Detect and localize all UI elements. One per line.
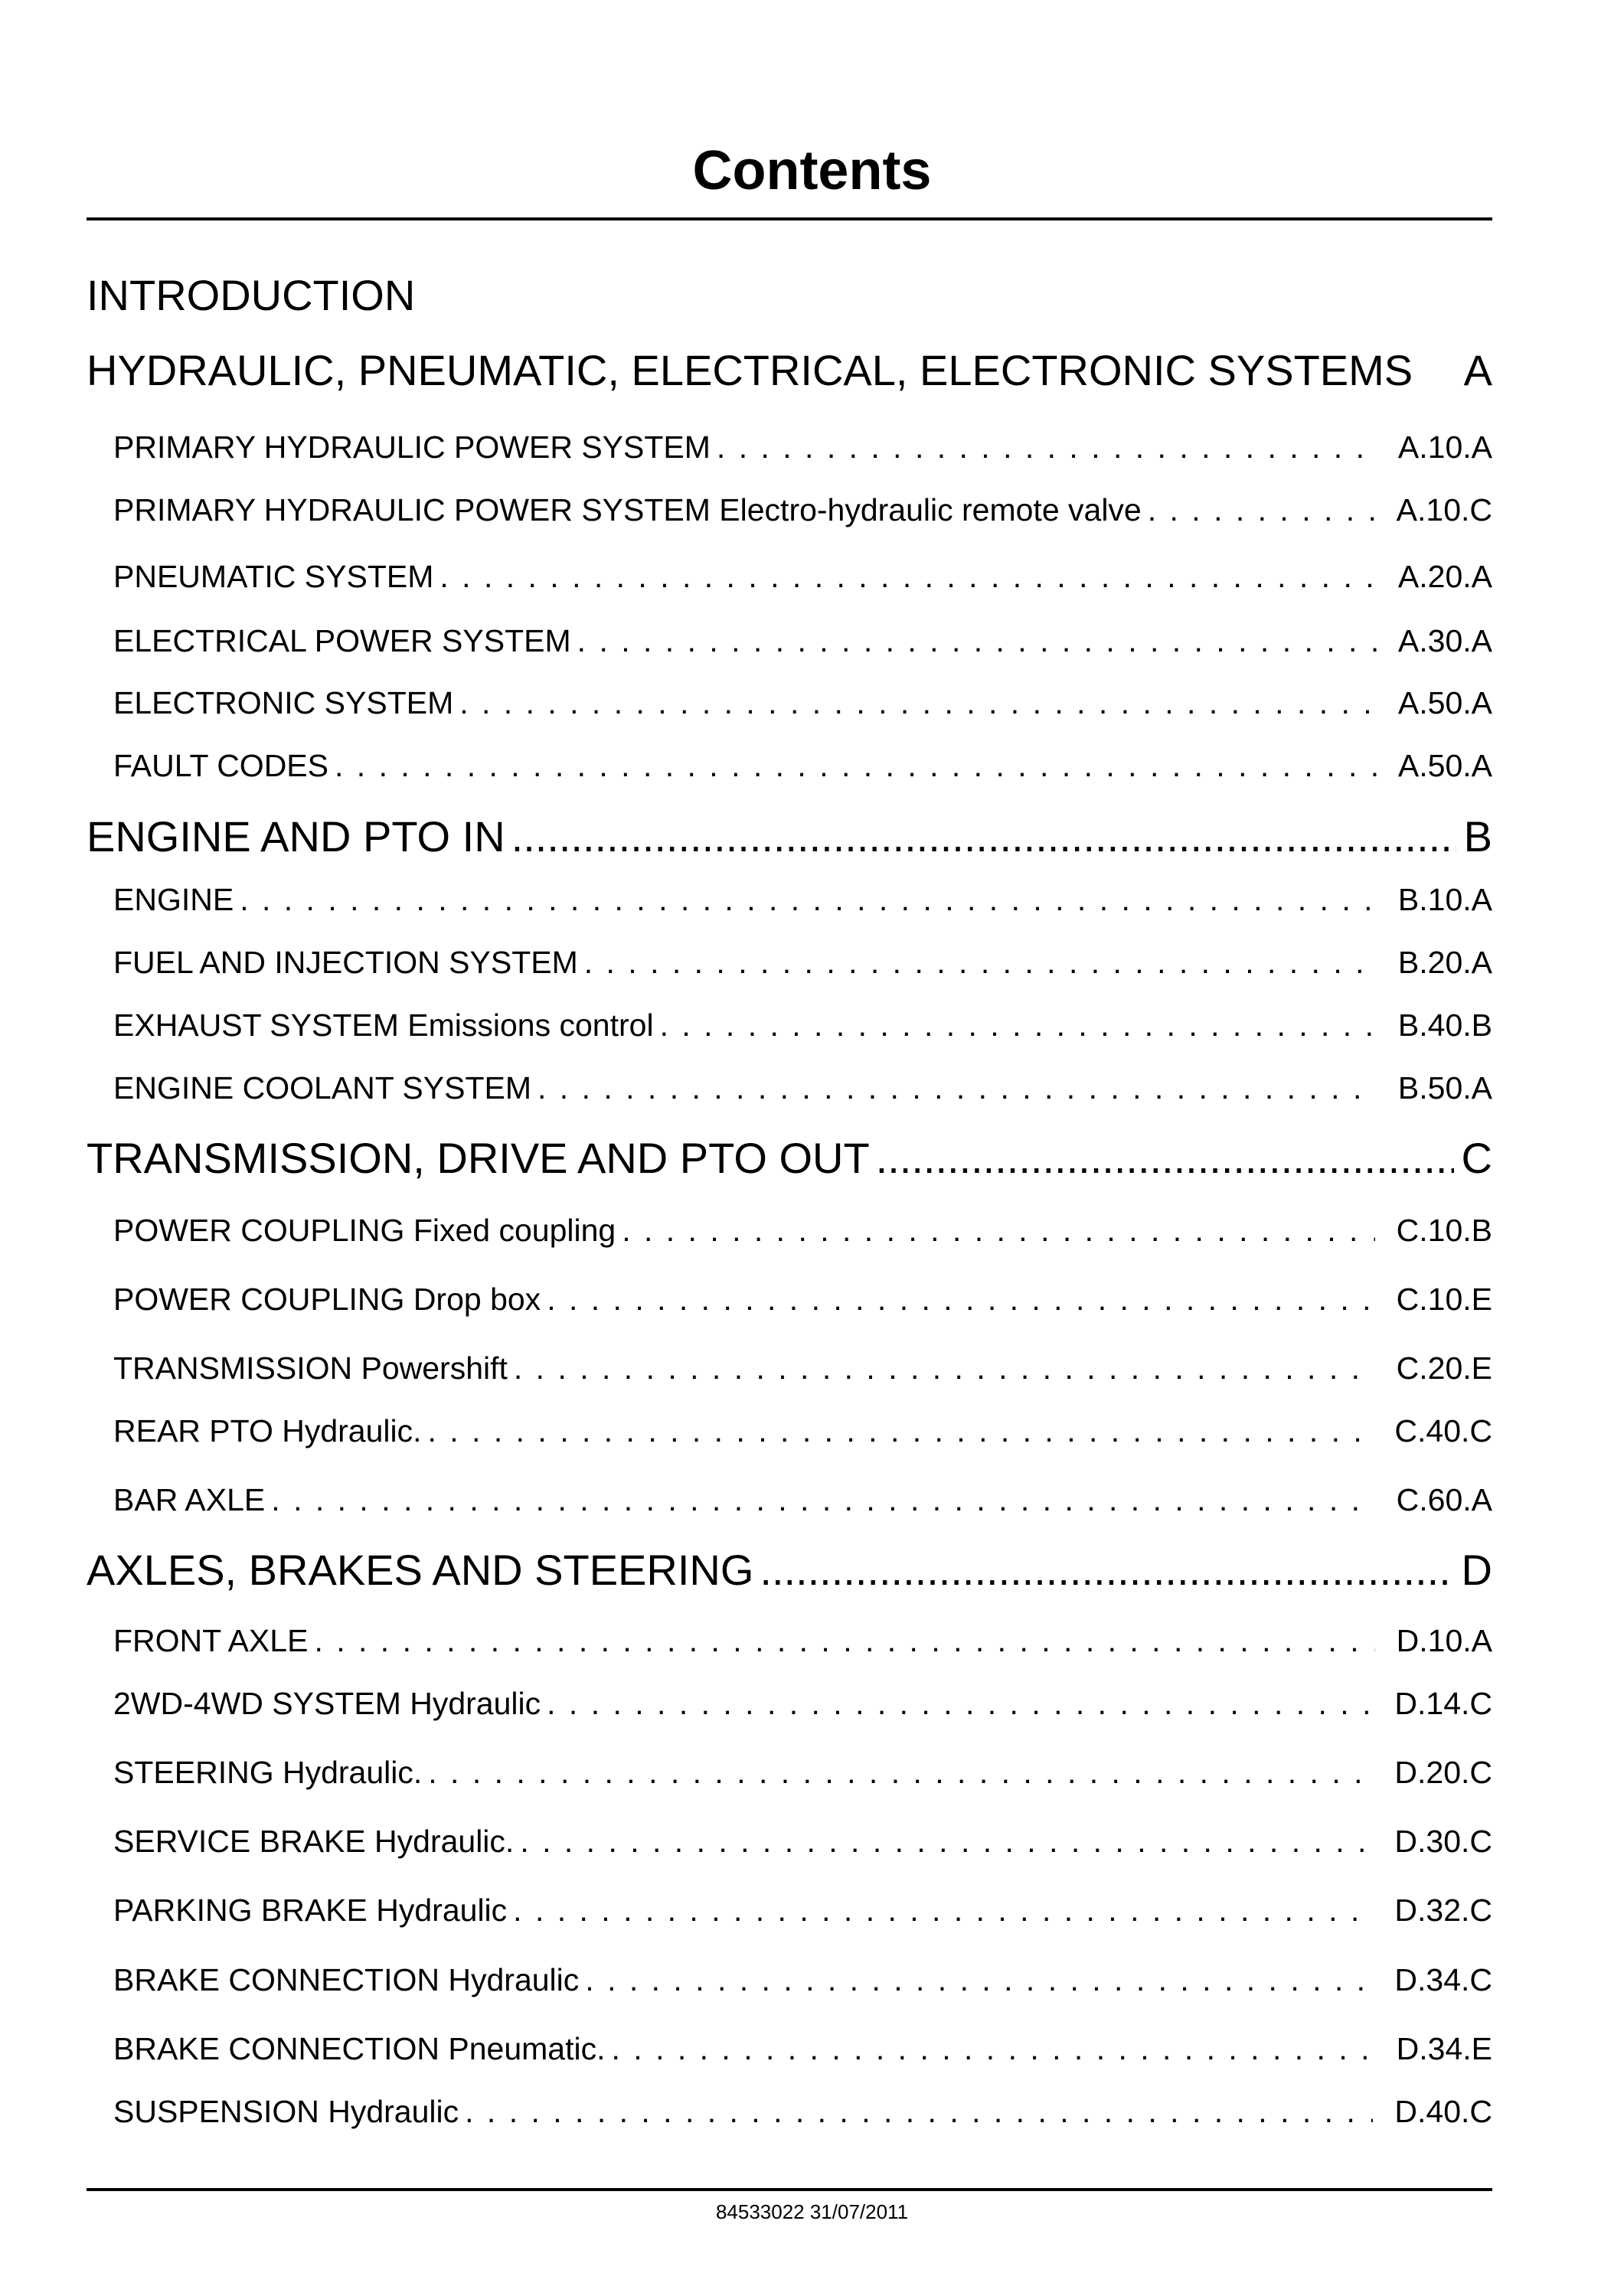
toc-entry-label: POWER COUPLING Fixed coupling	[113, 1213, 616, 1248]
toc-entry-label: FAULT CODES	[113, 748, 328, 783]
toc-entry-label: REAR PTO Hydraulic.	[113, 1413, 422, 1448]
page-footer: 84533022 31/07/2011	[715, 2200, 909, 2223]
dot-leader	[439, 557, 1377, 596]
toc-entry-2[interactable]	[113, 427, 1492, 467]
toc-entry-label: PARKING BRAKE Hydraulic	[113, 1893, 508, 1928]
toc-entry-code: C.60.A	[1396, 1482, 1492, 1517]
toc-entry-27[interactable]	[113, 2092, 1492, 2131]
toc-entry-26[interactable]	[113, 2029, 1492, 2069]
toc-entry-3[interactable]	[113, 490, 1492, 530]
dot-leader	[520, 1821, 1373, 1861]
toc-entry-code: A.50.A	[1397, 685, 1492, 720]
toc-section-13[interactable]	[87, 1132, 1492, 1185]
toc-entry-23[interactable]	[113, 1821, 1492, 1861]
toc-entry-label: SERVICE BRAKE Hydraulic.	[113, 1824, 515, 1859]
dot-leader	[465, 2092, 1373, 2131]
dot-leader	[584, 942, 1377, 982]
toc-entry-code: D.30.C	[1394, 1824, 1492, 1859]
toc-section-8[interactable]	[87, 810, 1492, 864]
toc-entry-code: D.20.C	[1394, 1755, 1492, 1790]
toc-entry-12[interactable]	[113, 1068, 1492, 1108]
toc-entry-17[interactable]	[113, 1411, 1492, 1451]
dot-leader	[660, 1005, 1377, 1045]
dot-leader	[514, 1348, 1375, 1388]
dot-leader	[459, 683, 1377, 723]
toc-entry-label: BRAKE CONNECTION Pneumatic.	[113, 2031, 606, 2066]
toc-entry-label: POWER COUPLING Drop box	[113, 1282, 541, 1317]
toc-entry-code: B.40.B	[1397, 1008, 1492, 1043]
toc-entry-7[interactable]	[113, 746, 1492, 785]
toc-entry-label: BAR AXLE	[113, 1482, 266, 1517]
dot-leader	[428, 1752, 1373, 1792]
toc-entry-label: ENGINE	[113, 882, 234, 917]
toc-entry-code: A	[1463, 346, 1492, 394]
toc-entry-25[interactable]	[113, 1960, 1492, 2000]
toc-entry-18[interactable]	[113, 1480, 1492, 1520]
dot-leader	[760, 1543, 1453, 1597]
toc-entry-code: D	[1461, 1546, 1492, 1594]
toc-entry-code: A.30.A	[1397, 623, 1492, 658]
toc-entry-code: A.10.C	[1396, 492, 1492, 527]
toc-entry-label: ELECTRICAL POWER SYSTEM	[113, 623, 571, 658]
toc-entry-24[interactable]	[113, 1890, 1492, 1930]
toc-entry-9[interactable]	[113, 880, 1492, 919]
toc-entry-code: D.14.C	[1394, 1686, 1492, 1721]
toc-entry-label: HYDRAULIC, PNEUMATIC, ELECTRICAL, ELECTRONIC SYSTEMS	[87, 346, 1413, 394]
toc-entry-16[interactable]	[113, 1348, 1492, 1388]
toc-entry-21[interactable]	[113, 1684, 1492, 1723]
toc-entry-label: AXLES, BRAKES AND STEERING	[87, 1546, 754, 1594]
dot-leader	[876, 1132, 1454, 1185]
toc-entry-11[interactable]	[113, 1005, 1492, 1045]
dot-leader	[314, 1621, 1374, 1661]
dot-leader	[547, 1684, 1373, 1723]
toc-entry-20[interactable]	[113, 1621, 1492, 1661]
toc-entry-10[interactable]	[113, 942, 1492, 982]
toc-entry-label: STEERING Hydraulic.	[113, 1755, 423, 1790]
toc-entry-code: B.20.A	[1397, 945, 1492, 980]
toc-entry-code: C.10.E	[1396, 1282, 1492, 1317]
toc-entry-code: A.20.A	[1397, 559, 1492, 594]
toc-entry-5[interactable]	[113, 621, 1492, 661]
toc-entry-code: B.50.A	[1397, 1070, 1492, 1106]
toc-entry-code: A.50.A	[1397, 748, 1492, 783]
toc-entry-label: ELECTRONIC SYSTEM	[113, 685, 454, 720]
toc-entry-4[interactable]	[113, 557, 1492, 596]
dot-leader	[428, 1411, 1374, 1451]
toc-entry-code: D.34.C	[1394, 1962, 1492, 1997]
toc-entry-code: D.32.C	[1394, 1893, 1492, 1928]
toc-entry-label: FUEL AND INJECTION SYSTEM	[113, 945, 578, 980]
dot-leader	[511, 810, 1456, 864]
dot-leader	[622, 1210, 1374, 1250]
toc-entry-15[interactable]	[113, 1279, 1492, 1319]
toc-entry-code: B	[1463, 812, 1492, 861]
toc-entry-code: C.20.E	[1396, 1350, 1492, 1386]
page-title: Contents	[692, 140, 932, 201]
dot-leader	[612, 2029, 1375, 2069]
dot-leader	[547, 1279, 1374, 1319]
toc-section-0[interactable]	[87, 269, 1492, 322]
dot-leader	[335, 746, 1377, 785]
toc-entry-label: BRAKE CONNECTION Hydraulic	[113, 1962, 580, 1997]
dot-leader	[717, 427, 1377, 467]
toc-entry-label: EXHAUST SYSTEM Emissions control	[113, 1008, 654, 1043]
dot-leader	[513, 1890, 1373, 1930]
toc-entry-code: D.40.C	[1394, 2094, 1492, 2129]
toc-entry-code: C.10.B	[1396, 1213, 1492, 1248]
footer-rule	[87, 2188, 1492, 2191]
dot-leader	[538, 1068, 1377, 1108]
toc-entry-code: C.40.C	[1394, 1413, 1492, 1448]
dot-leader	[271, 1480, 1374, 1520]
dot-leader	[1148, 490, 1375, 530]
toc-entry-label: ENGINE COOLANT SYSTEM	[113, 1070, 532, 1106]
toc-entry-14[interactable]	[113, 1210, 1492, 1250]
toc-entry-code: A.10.A	[1397, 429, 1492, 465]
toc-entry-label: INTRODUCTION	[87, 271, 416, 319]
toc-entry-label: SUSPENSION Hydraulic	[113, 2094, 459, 2129]
toc-entry-6[interactable]	[113, 683, 1492, 723]
toc-entry-label: PNEUMATIC SYSTEM	[113, 559, 434, 594]
toc-entry-code: D.10.A	[1396, 1623, 1492, 1658]
toc-entry-label: FRONT AXLE	[113, 1623, 309, 1658]
toc-entry-label: 2WD-4WD SYSTEM Hydraulic	[113, 1686, 541, 1721]
dot-leader	[577, 621, 1377, 661]
toc-entry-label: PRIMARY HYDRAULIC POWER SYSTEM Electro-hydraulic remote valve	[113, 492, 1142, 527]
toc-entry-label: TRANSMISSION Powershift	[113, 1350, 508, 1386]
toc-entry-code: B.10.A	[1397, 882, 1492, 917]
dot-leader	[585, 1960, 1373, 2000]
toc-entry-22[interactable]	[113, 1752, 1492, 1792]
toc-section-1[interactable]	[87, 344, 1492, 397]
toc-entry-label: TRANSMISSION, DRIVE AND PTO OUT	[87, 1134, 870, 1182]
toc-entry-label: ENGINE AND PTO IN	[87, 812, 505, 861]
dot-leader	[240, 880, 1377, 919]
toc-entry-code: C	[1461, 1134, 1492, 1182]
toc-entry-label: PRIMARY HYDRAULIC POWER SYSTEM	[113, 429, 711, 465]
toc-entry-code: D.34.E	[1396, 2031, 1492, 2066]
toc-section-19[interactable]	[87, 1543, 1492, 1597]
